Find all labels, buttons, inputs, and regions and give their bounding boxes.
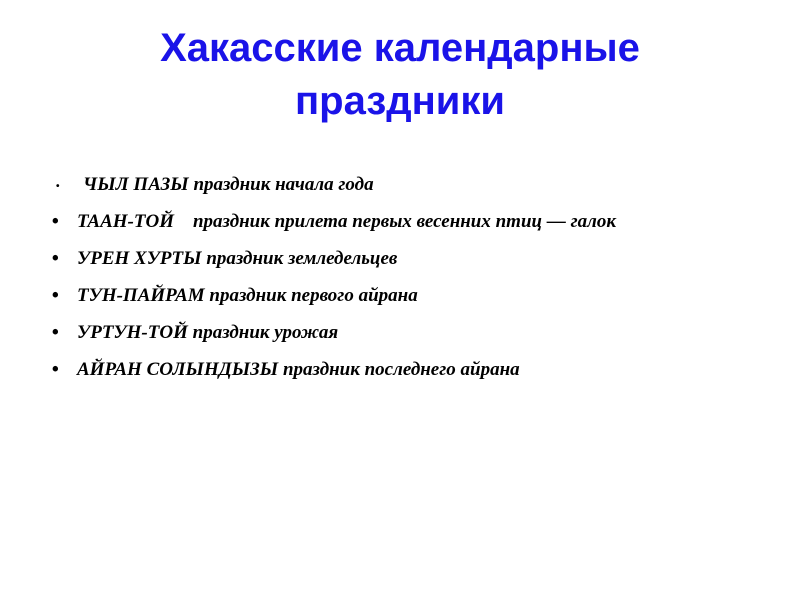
- list-item: [52, 357, 742, 383]
- holiday-description: праздник начала года: [193, 174, 374, 195]
- bullet-icon: •: [52, 248, 59, 269]
- list-item: [52, 246, 742, 272]
- bullet-icon: •: [52, 359, 59, 380]
- holiday-description: праздник земледельцев: [206, 248, 398, 269]
- holiday-description: праздник урожая: [192, 322, 339, 343]
- holiday-name: АЙРАН СОЛЫНДЫЗЫ: [77, 359, 279, 380]
- list-item: [52, 320, 742, 346]
- holiday-description: праздник последнего айрана: [282, 359, 520, 380]
- holiday-name: УРЕН ХУРТЫ: [77, 248, 202, 269]
- holiday-name: ТААН-ТОЙ: [77, 211, 174, 232]
- holiday-description: праздник прилета первых весенних птиц — галок: [192, 211, 616, 232]
- title-line-1: Хакасские календарные: [160, 26, 640, 70]
- slide-title: [0, 22, 800, 128]
- bullet-icon: •: [52, 211, 59, 232]
- holiday-name: ЧЫЛ ПАЗЫ: [83, 174, 189, 195]
- holiday-list: [52, 172, 742, 383]
- holiday-name: ТУН-ПАЙРАМ: [77, 285, 205, 306]
- bullet-icon: •: [56, 181, 60, 192]
- bullet-icon: •: [52, 322, 59, 343]
- bullet-icon: •: [52, 285, 59, 306]
- list-item: [52, 172, 742, 198]
- list-item: [52, 283, 742, 309]
- list-item: [52, 209, 742, 235]
- title-line-2: праздники: [295, 79, 505, 123]
- holiday-name: УРТУН-ТОЙ: [77, 322, 188, 343]
- holiday-description: праздник первого айрана: [209, 285, 418, 306]
